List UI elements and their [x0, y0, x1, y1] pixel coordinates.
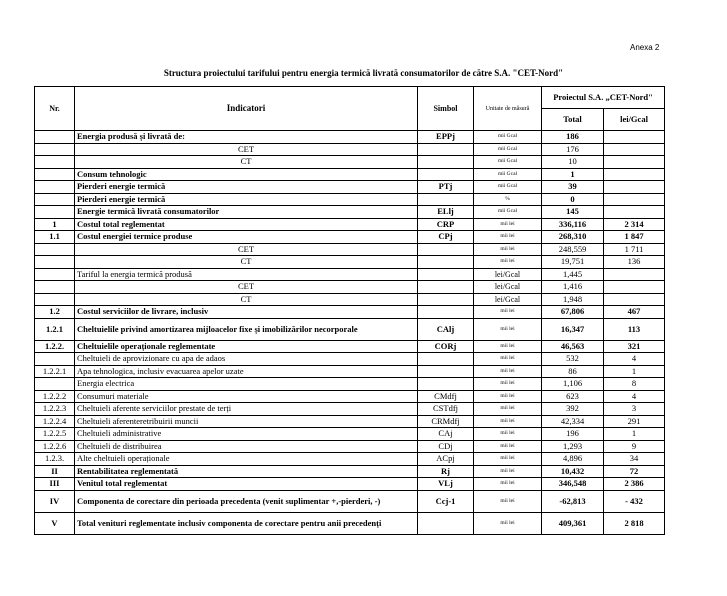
cell-simbol: CRMdfj — [418, 415, 474, 428]
cell-indicator: Pierderi energie termică — [75, 193, 418, 206]
cell-indicator: Consumuri materiale — [75, 390, 418, 403]
cell-total: 145 — [542, 206, 604, 219]
cell-unit: mii lei — [474, 478, 542, 491]
header-indicatori: Indicatori — [75, 87, 418, 131]
cell-simbol: VLj — [418, 478, 474, 491]
cell-indicator: Apa tehnologica, inclusiv evacuarea apelor uzate — [75, 365, 418, 378]
table-row — [35, 181, 665, 194]
cell-simbol — [418, 353, 474, 366]
cell-unit: mii lei — [474, 403, 542, 416]
cell-nr: 1.2.2.2 — [35, 390, 75, 403]
cell-total: 623 — [542, 390, 604, 403]
cell-simbol — [418, 256, 474, 269]
cell-nr — [35, 156, 75, 169]
cell-nr — [35, 293, 75, 306]
cell-indicator: Alte cheltuieli operaționale — [75, 453, 418, 466]
cell-nr — [35, 181, 75, 194]
cell-total: 248,559 — [542, 243, 604, 256]
cell-simbol: ACpj — [418, 453, 474, 466]
header-proiect: Proiectul S.A. „CET-Nord" — [542, 87, 665, 109]
cell-indicator: Cheltuieli aferenteretribuirii muncii — [75, 415, 418, 428]
table-row — [35, 365, 665, 378]
cell-lei-gcal — [604, 156, 665, 169]
cell-simbol — [418, 293, 474, 306]
cell-unit: mii lei — [474, 453, 542, 466]
table-row — [35, 378, 665, 391]
cell-unit: lei/Gcal — [474, 268, 542, 281]
cell-lei-gcal: 2 386 — [604, 478, 665, 491]
cell-indicator: Energia electrica — [75, 378, 418, 391]
table-row — [35, 168, 665, 181]
cell-nr — [35, 168, 75, 181]
cell-lei-gcal — [604, 281, 665, 294]
cell-indicator: CT — [75, 256, 418, 269]
cell-total: 67,806 — [542, 306, 604, 319]
cell-unit: mii lei — [474, 365, 542, 378]
header-simbol: Simbol — [418, 87, 474, 131]
cell-unit: lei/Gcal — [474, 281, 542, 294]
cell-indicator: Costul total reglementat — [75, 218, 418, 231]
cell-total: 409,361 — [542, 512, 604, 534]
cell-lei-gcal — [604, 206, 665, 219]
cell-simbol: CSTdfj — [418, 403, 474, 416]
cell-lei-gcal: 1 711 — [604, 243, 665, 256]
table-row — [35, 353, 665, 366]
cell-total: 268,310 — [542, 231, 604, 244]
cell-indicator: Rentabilitatea reglementată — [75, 465, 418, 478]
cell-simbol — [418, 512, 474, 534]
cell-lei-gcal: 1 — [604, 428, 665, 441]
cell-nr: III — [35, 478, 75, 491]
cell-indicator: Energia produsă și livrată de: — [75, 131, 418, 144]
cell-unit: mii Gcal — [474, 206, 542, 219]
cell-indicator: Cheltuieli aferente serviciilor prestate de terți — [75, 403, 418, 416]
cell-nr — [35, 353, 75, 366]
cell-unit: lei/Gcal — [474, 293, 542, 306]
cell-nr: II — [35, 465, 75, 478]
table-row — [35, 281, 665, 294]
cell-unit: mii lei — [474, 340, 542, 353]
cell-indicator: CT — [75, 156, 418, 169]
cell-lei-gcal: 3 — [604, 403, 665, 416]
cell-simbol: PTj — [418, 181, 474, 194]
header-nr: Nr. — [35, 87, 75, 131]
cell-nr — [35, 256, 75, 269]
cell-simbol — [418, 306, 474, 319]
cell-simbol: CAlj — [418, 318, 474, 340]
cell-lei-gcal — [604, 168, 665, 181]
cell-nr: 1.2.2.4 — [35, 415, 75, 428]
table-row — [35, 231, 665, 244]
cell-nr — [35, 268, 75, 281]
table-row — [35, 340, 665, 353]
table-row — [35, 465, 665, 478]
cell-simbol: ELlj — [418, 206, 474, 219]
cell-lei-gcal: 2 314 — [604, 218, 665, 231]
cell-indicator: Cheltuielile operaționale reglementate — [75, 340, 418, 353]
cell-indicator: Tariful la energia termică produsă — [75, 268, 418, 281]
cell-lei-gcal: 291 — [604, 415, 665, 428]
cell-unit: mii lei — [474, 243, 542, 256]
cell-indicator: Cheltuieli administrative — [75, 428, 418, 441]
cell-nr: 1.2.1 — [35, 318, 75, 340]
cell-lei-gcal: 9 — [604, 440, 665, 453]
table-row — [35, 390, 665, 403]
cell-lei-gcal: 72 — [604, 465, 665, 478]
cell-total: 0 — [542, 193, 604, 206]
cell-total: 1,416 — [542, 281, 604, 294]
cell-lei-gcal: 467 — [604, 306, 665, 319]
cell-simbol: CRP — [418, 218, 474, 231]
cell-indicator: Venitul total reglementat — [75, 478, 418, 491]
cell-unit: mii Gcal — [474, 143, 542, 156]
cell-simbol — [418, 168, 474, 181]
cell-total: 86 — [542, 365, 604, 378]
document-title: Structura proiectului tarifului pentru energia termică livrată consumatorilor de către S.A. "CET-Nord" — [163, 68, 564, 78]
table-row — [35, 131, 665, 144]
cell-indicator: CET — [75, 143, 418, 156]
cell-unit: mii lei — [474, 218, 542, 231]
table-row — [35, 403, 665, 416]
cell-total: 346,548 — [542, 478, 604, 491]
cell-simbol: CDj — [418, 440, 474, 453]
cell-nr: 1.2.2.5 — [35, 428, 75, 441]
cell-simbol: Ccj-1 — [418, 490, 474, 512]
cell-nr — [35, 206, 75, 219]
cell-unit: mii lei — [474, 490, 542, 512]
cell-indicator: Cheltuieli de distribuirea — [75, 440, 418, 453]
cell-indicator: Consum tehnologic — [75, 168, 418, 181]
cell-total: 1,445 — [542, 268, 604, 281]
cell-unit: mii lei — [474, 390, 542, 403]
cell-nr: 1.2.2.1 — [35, 365, 75, 378]
cell-unit: mii lei — [474, 440, 542, 453]
table-row — [35, 268, 665, 281]
cell-total: 10,432 — [542, 465, 604, 478]
header-lei-gcal: lei/Gcal — [604, 109, 665, 131]
cell-total: 1,293 — [542, 440, 604, 453]
cell-nr: 1.2.3. — [35, 453, 75, 466]
cell-indicator: Componenta de corectare din perioada precedenta (venit suplimentar +,-pierderi, -) — [75, 490, 418, 512]
cell-nr — [35, 243, 75, 256]
cell-unit: % — [474, 193, 542, 206]
cell-lei-gcal: 4 — [604, 353, 665, 366]
cell-unit: mii Gcal — [474, 156, 542, 169]
cell-simbol — [418, 281, 474, 294]
cell-total: 1,948 — [542, 293, 604, 306]
table-row — [35, 293, 665, 306]
header-row — [35, 87, 665, 109]
cell-simbol: CORj — [418, 340, 474, 353]
cell-lei-gcal: 1 847 — [604, 231, 665, 244]
cell-indicator: Pierderi energie termică — [75, 181, 418, 194]
cell-total: 186 — [542, 131, 604, 144]
cell-unit: mii lei — [474, 428, 542, 441]
cell-total: 1 — [542, 168, 604, 181]
cell-nr: 1.2.2.6 — [35, 440, 75, 453]
cell-nr: V — [35, 512, 75, 534]
cell-total: 532 — [542, 353, 604, 366]
cell-unit: mii lei — [474, 256, 542, 269]
cell-unit: mii lei — [474, 353, 542, 366]
cell-lei-gcal: 34 — [604, 453, 665, 466]
cell-indicator: CT — [75, 293, 418, 306]
cell-lei-gcal — [604, 181, 665, 194]
table-row — [35, 143, 665, 156]
cell-total: 196 — [542, 428, 604, 441]
cell-unit: mii lei — [474, 415, 542, 428]
cell-total: 19,751 — [542, 256, 604, 269]
tariff-table — [34, 86, 665, 535]
cell-total: 46,563 — [542, 340, 604, 353]
table-row — [35, 206, 665, 219]
cell-lei-gcal — [604, 131, 665, 144]
table-row — [35, 440, 665, 453]
cell-nr — [35, 378, 75, 391]
cell-unit: mii lei — [474, 512, 542, 534]
cell-indicator: Cheltuieli de aprovizionare cu apa de adaos — [75, 353, 418, 366]
cell-simbol: CPj — [418, 231, 474, 244]
table-row — [35, 306, 665, 319]
table-row — [35, 415, 665, 428]
cell-nr: 1.2 — [35, 306, 75, 319]
cell-total: 336,116 — [542, 218, 604, 231]
table-row — [35, 256, 665, 269]
cell-indicator: Costul serviciilor de livrare, inclusiv — [75, 306, 418, 319]
cell-unit: mii lei — [474, 465, 542, 478]
cell-total: 16,347 — [542, 318, 604, 340]
cell-unit: mii lei — [474, 378, 542, 391]
cell-unit: mii lei — [474, 231, 542, 244]
cell-unit: mii Gcal — [474, 168, 542, 181]
cell-simbol — [418, 193, 474, 206]
cell-lei-gcal: 4 — [604, 390, 665, 403]
cell-indicator: CET — [75, 243, 418, 256]
cell-lei-gcal — [604, 293, 665, 306]
header-total: Total — [542, 109, 604, 131]
table-row — [35, 490, 665, 512]
cell-lei-gcal: - 432 — [604, 490, 665, 512]
cell-nr: 1.2.2.3 — [35, 403, 75, 416]
cell-total: -62,813 — [542, 490, 604, 512]
cell-lei-gcal: 8 — [604, 378, 665, 391]
cell-nr — [35, 281, 75, 294]
cell-total: 392 — [542, 403, 604, 416]
table-row — [35, 512, 665, 534]
cell-lei-gcal: 113 — [604, 318, 665, 340]
cell-indicator: CET — [75, 281, 418, 294]
table-body — [35, 131, 665, 535]
cell-lei-gcal: 321 — [604, 340, 665, 353]
cell-total: 39 — [542, 181, 604, 194]
cell-simbol — [418, 378, 474, 391]
cell-lei-gcal: 136 — [604, 256, 665, 269]
cell-simbol — [418, 156, 474, 169]
cell-simbol: Rj — [418, 465, 474, 478]
cell-simbol — [418, 365, 474, 378]
cell-unit: mii Gcal — [474, 131, 542, 144]
cell-simbol — [418, 268, 474, 281]
cell-indicator: Total venituri reglementate inclusiv componenta de corectare pentru anii precedenți — [75, 512, 418, 534]
cell-total: 1,106 — [542, 378, 604, 391]
cell-nr: IV — [35, 490, 75, 512]
cell-lei-gcal: 2 818 — [604, 512, 665, 534]
table-row — [35, 243, 665, 256]
cell-simbol — [418, 143, 474, 156]
cell-total: 42,334 — [542, 415, 604, 428]
cell-indicator: Cheltuielile privind amortizarea mijloacelor fixe și imobilizărilor necorporale — [75, 318, 418, 340]
cell-nr: 1.1 — [35, 231, 75, 244]
header-unitate: Unitate de măsură — [474, 87, 542, 131]
cell-lei-gcal — [604, 268, 665, 281]
cell-unit: mii Gcal — [474, 181, 542, 194]
table-row — [35, 193, 665, 206]
cell-simbol — [418, 243, 474, 256]
cell-nr — [35, 193, 75, 206]
table-row — [35, 478, 665, 491]
cell-simbol: CAj — [418, 428, 474, 441]
cell-lei-gcal: 1 — [604, 365, 665, 378]
cell-unit: mii lei — [474, 318, 542, 340]
table-row — [35, 218, 665, 231]
cell-nr — [35, 143, 75, 156]
cell-indicator: Energie termică livrată consumatorilor — [75, 206, 418, 219]
annex-label: Anexa 2 — [630, 43, 660, 52]
cell-total: 4,896 — [542, 453, 604, 466]
table-row — [35, 453, 665, 466]
cell-simbol: EPPj — [418, 131, 474, 144]
cell-nr — [35, 131, 75, 144]
table-row — [35, 428, 665, 441]
cell-lei-gcal — [604, 193, 665, 206]
cell-total: 10 — [542, 156, 604, 169]
cell-simbol: CMdfj — [418, 390, 474, 403]
cell-nr: 1.2.2. — [35, 340, 75, 353]
cell-indicator: Costul energiei termice produse — [75, 231, 418, 244]
cell-total: 176 — [542, 143, 604, 156]
table-row — [35, 156, 665, 169]
table-row — [35, 318, 665, 340]
cell-nr: 1 — [35, 218, 75, 231]
cell-lei-gcal — [604, 143, 665, 156]
cell-unit: mii lei — [474, 306, 542, 319]
